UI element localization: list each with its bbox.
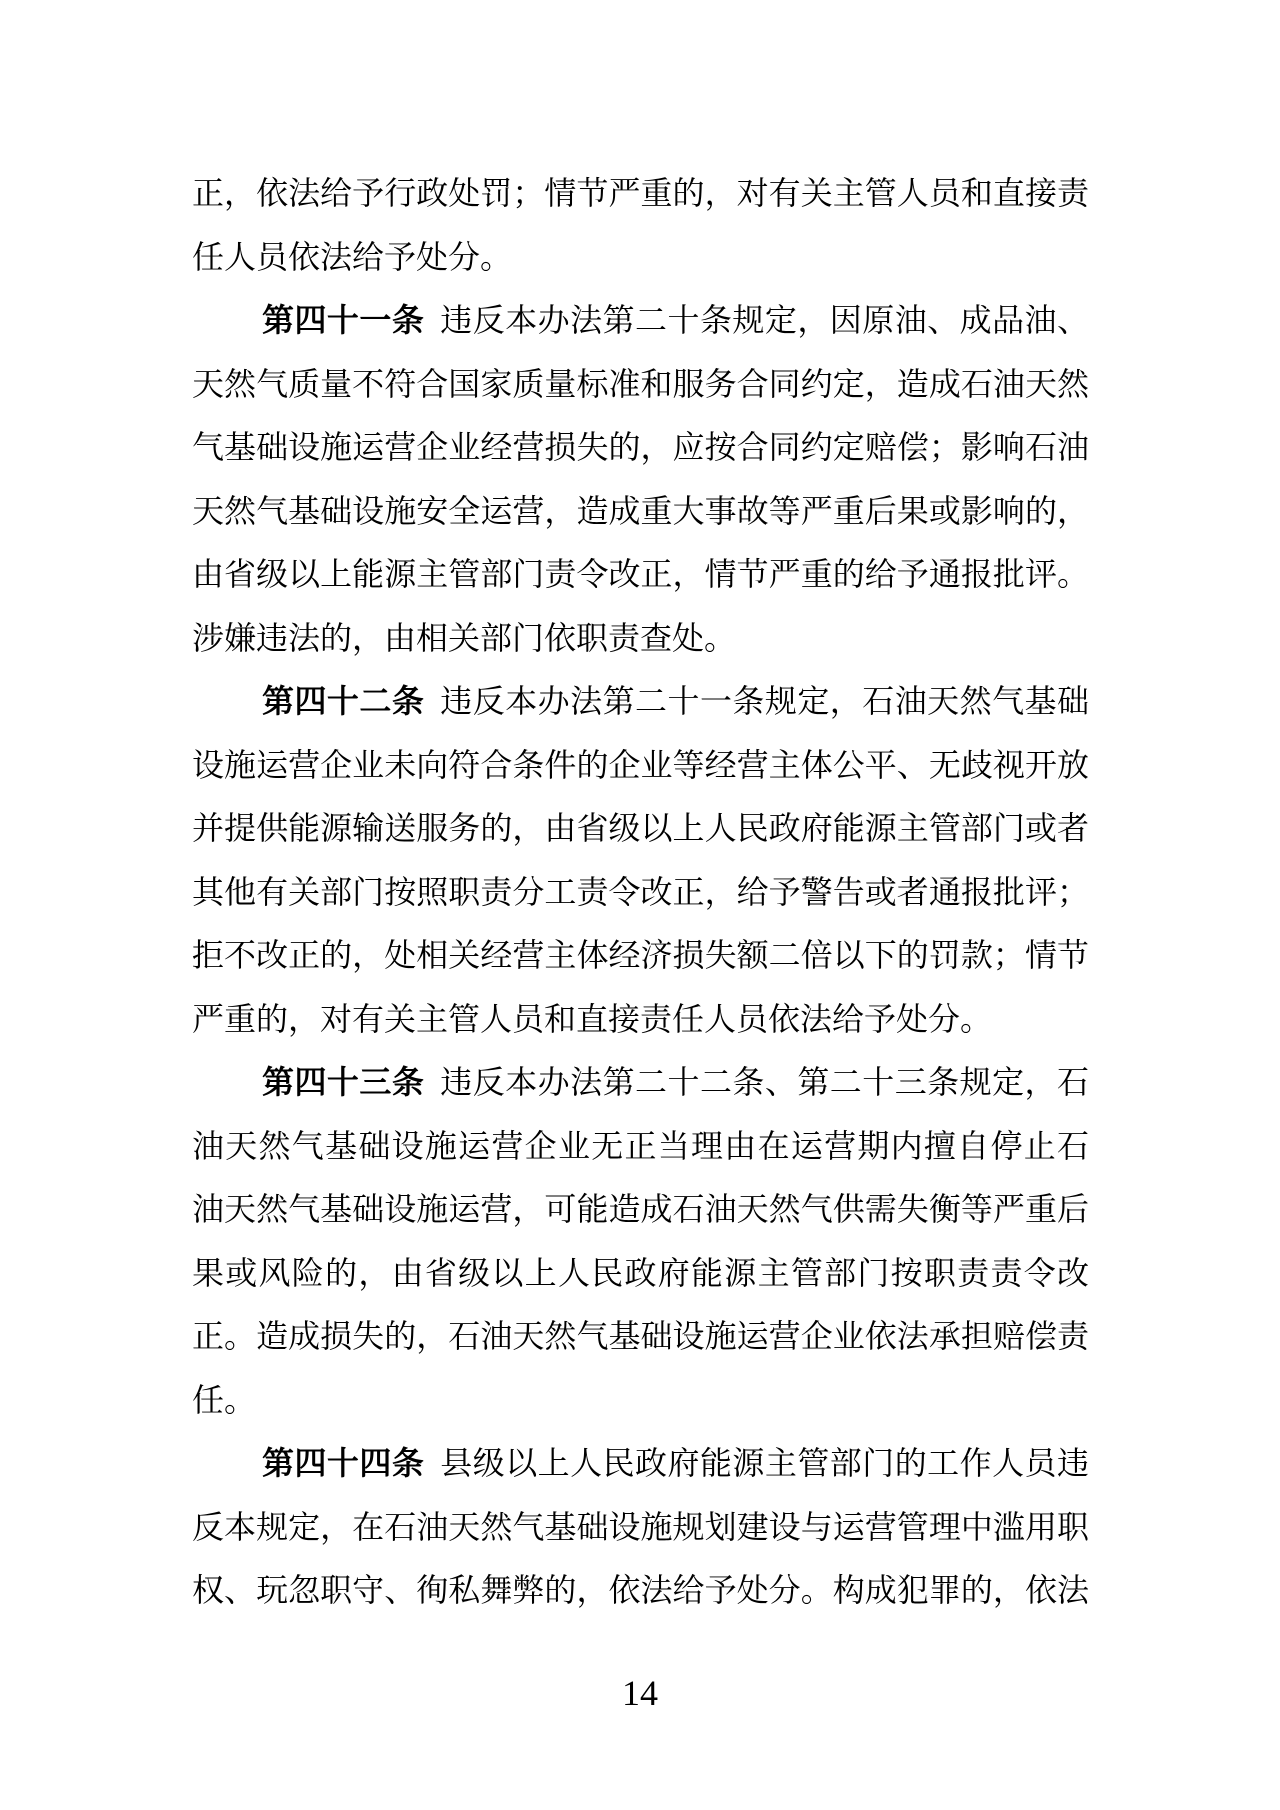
text-line: 权、玩忽职守、徇私舞弊的，依法给予处分。构成犯罪的，依法 — [192, 1572, 1089, 1608]
document-body — [192, 162, 1089, 1623]
text-line — [192, 1432, 1089, 1496]
line-text: 违反本办法第二十二条、第二十三条规定，石 — [440, 1064, 1089, 1100]
text-line — [192, 289, 1089, 353]
text-line — [192, 1051, 1089, 1115]
line-text: 县级以上人民政府能源主管部门的工作人员违 — [440, 1445, 1089, 1481]
text-line: 天然气基础设施安全运营，造成重大事故等严重后果或影响的， — [192, 492, 1089, 529]
line-text: 违反本办法第二十条规定，因原油、成品油、 — [440, 302, 1089, 338]
text-line: 涉嫌违法的，由相关部门依职责查处。 — [192, 619, 737, 656]
article-number: 第四十一条 — [262, 302, 425, 338]
text-line: 拒不改正的，处相关经营主体经济损失额二倍以下的罚款；情节 — [192, 937, 1089, 973]
text-line: 并提供能源输送服务的，由省级以上人民政府能源主管部门或者 — [192, 810, 1089, 846]
text-line: 设施运营企业未向符合条件的企业等经营主体公平、无歧视开放 — [192, 746, 1089, 783]
text-line: 油天然气基础设施运营企业无正当理由在运营期内擅自停止石 — [192, 1127, 1089, 1164]
page-number: 14 — [622, 1673, 658, 1713]
line-text: 违反本办法第二十一条规定，石油天然气基础 — [440, 683, 1089, 719]
text-line — [192, 670, 1089, 734]
article-number: 第四十三条 — [262, 1064, 425, 1100]
text-line: 反本规定，在石油天然气基础设施规划建设与运营管理中滥用职 — [192, 1508, 1089, 1545]
text-line: 正，依法给予行政处罚；情节严重的，对有关主管人员和直接责 — [192, 175, 1089, 211]
text-line: 由省级以上能源主管部门责令改正，情节严重的给予通报批评。 — [192, 556, 1089, 592]
article-number: 第四十四条 — [262, 1445, 425, 1481]
text-line: 任人员依法给予处分。 — [192, 238, 513, 275]
text-line: 气基础设施运营企业经营损失的，应按合同约定赔偿；影响石油 — [192, 429, 1089, 465]
text-line: 正。造成损失的，石油天然气基础设施运营企业依法承担赔偿责 — [192, 1318, 1089, 1354]
text-line: 油天然气基础设施运营，可能造成石油天然气供需失衡等严重后 — [192, 1191, 1089, 1227]
text-line: 严重的，对有关主管人员和直接责任人员依法给予处分。 — [192, 1000, 993, 1037]
text-line: 其他有关部门按照职责分工责令改正，给予警告或者通报批评； — [192, 873, 1089, 910]
article-number: 第四十二条 — [262, 683, 425, 719]
text-line: 任。 — [192, 1381, 257, 1418]
text-line: 天然气质量不符合国家质量标准和服务合同约定，造成石油天然 — [192, 365, 1089, 402]
text-line: 果或风险的，由省级以上人民政府能源主管部门按职责责令改 — [192, 1254, 1089, 1291]
